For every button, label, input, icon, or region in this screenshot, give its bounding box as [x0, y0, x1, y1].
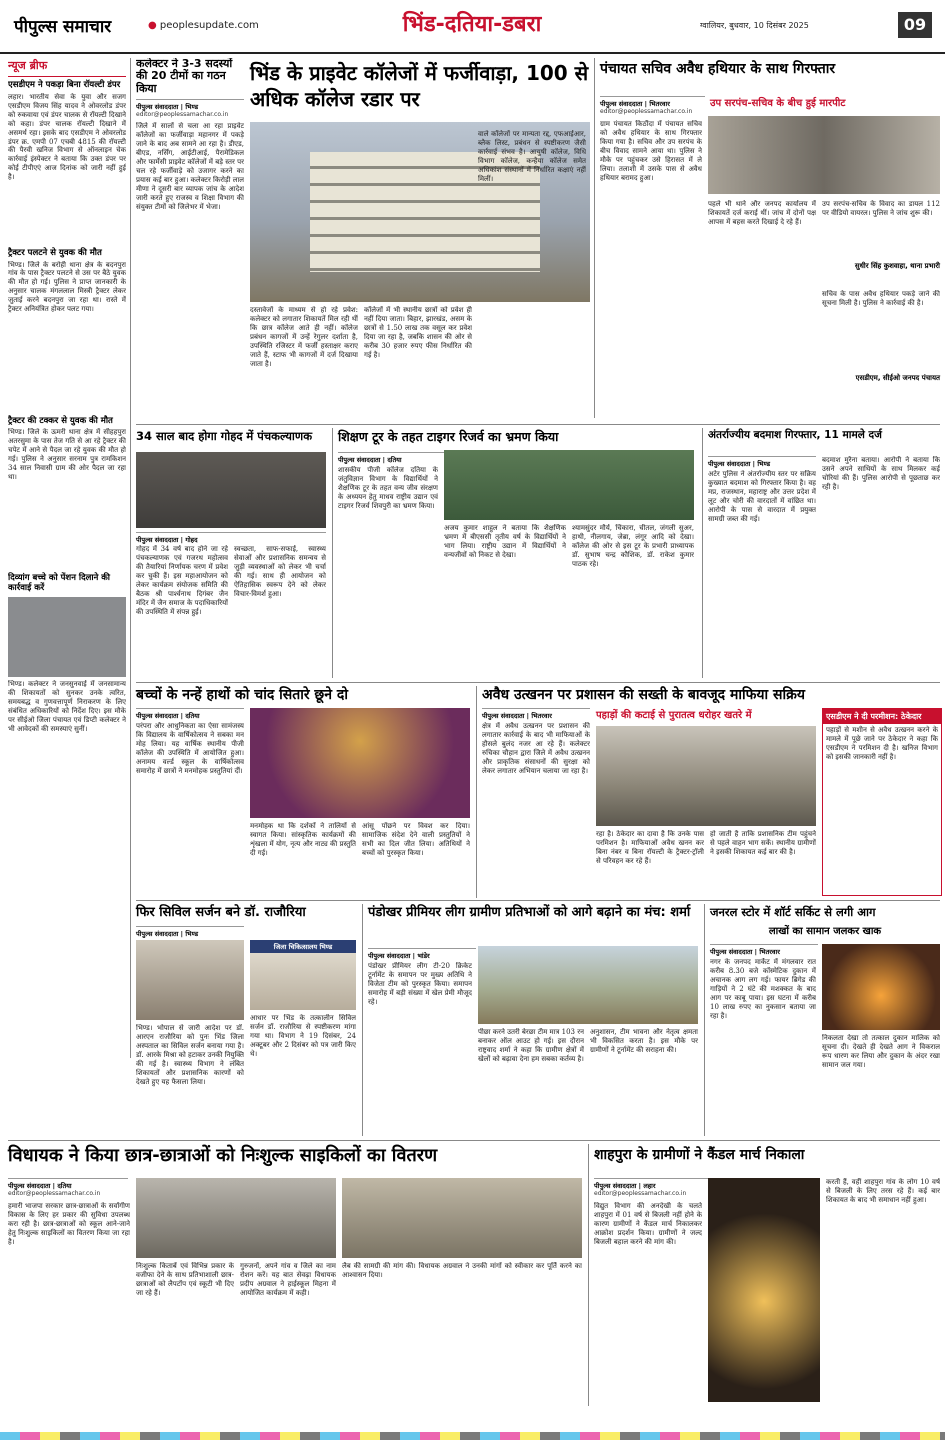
mining-sidebox: [822, 708, 942, 896]
cs-text2: आधार पर भिंड के तत्कालीन सिविल सर्जन डॉ. राजौरिया से स्पष्टीकरण मांगा गया था। विभाग ने 19 दिसंबर, 24 अक्टूबर और 2 दिसंबर को पत्र जारी किए थे।: [250, 1014, 356, 1058]
children-text: परंपरा और आधुनिकता का ऐसा सामंजस्य कि विद्यालय के वार्षिकोत्सव ने सबका मन मोह लिया। यह वार्षिक स्थानीय पीजी कॉलेज की उपस्थिति में आयोजित हुआ। अनामय वर्ल्ड स्कूल के वार्षिकोत्सव समारोह में छात्रों ने मनमोहक प्रस्तुतियां दीं।: [136, 722, 244, 775]
interstate-text: अटेर पुलिस ने अंतर्राज्यीय स्तर पर सक्रिय कुख्यात बदमाश को गिरफ्तार किया है। वह मप्र, राजस्थान, महाराष्ट्र और उत्तर प्रदेश में लूट और चोरी की वारदातों में वांछित था। आरोपी के पास से वारदात में प्रयुक्त सामग्री जब्त की गई।: [708, 470, 816, 523]
brand-logo: पीपुल्स समाचार: [14, 17, 112, 37]
page-number: 09: [898, 12, 932, 38]
brief-title-1: एसडीएम ने पकड़ा बिना रॉयल्टी डंपर: [8, 80, 121, 90]
panchayat-quote-name2: एसडीएम, सीईओ जनपद पंचायत: [855, 374, 940, 382]
mla-photo-students: [342, 1178, 582, 1258]
rule-mid: [594, 58, 595, 418]
gohad-text2-col: स्वच्छता, साफ-सफाई, स्वास्थ्य सेवाओं और प्रशासनिक समन्वय से जुड़ी व्यवस्थाओं को लेकर भी चर्चा की गई। साथ ही आयोजन को ऐतिहासिक स्वरूप देने को लेकर विचार-विमर्श हुआ।: [234, 545, 326, 598]
candle-text: विद्युत विभाग की अनदेखी के चलते शाहपुरा में 01 वर्ष से बिजली नहीं होने के कारण ग्रामीणों ने कैंडल मार्च निकालकर आक्रोश प्रदर्शन किया। ग्रामीणों ने जल्द बिजली बहाल करने की मांग की।: [594, 1202, 702, 1246]
brief-text-3: भिण्ड। जिले के ऊमरी थाना क्षेत्र में सीहहपुरा अतरसुमा के पास तेज गति से आ रहे ट्रैक्टर की चपेट में आने से पैदल जा रहे युवक की मौत हो गई। पुलिस ने अनुसार सरनाम पुत्र रामकिशन 34 साल निवासी ग्राम की ओर पैदल जा रहा था।: [8, 428, 126, 482]
mla-text: हमारी भाजपा सरकार छात्र-छात्राओं के सर्वांगीण विकास के लिए हर प्रकार की सुविधा उपलब्ध करा रही है। छात्र-छात्राओं को स्कूल आने-जाने हेतु निःशुल्क साइकिलों का वितरण किया जा रहा है।: [8, 1202, 130, 1246]
tour-text: शासकीय पीजी कॉलेज दतिया के जंतुविज्ञान विभाग के विद्यार्थियों ने शैक्षणिक टूर के तहत वन्य जीव संरक्षण के अध्ययन हेतु माधव राष्ट्रीय उद्यान एवं टाइगर रिजर्व शिवपुरी का भ्रमण किया।: [338, 466, 438, 510]
interstate-byline: पीपुल्स संवाददाता | भिण्ड: [708, 456, 816, 468]
registration-strip: [0, 1432, 945, 1440]
mining-headline: अवैध उत्खनन पर प्रशासन की सख्ती के बावजूद माफिया सक्रिय: [482, 687, 805, 703]
cs-headline: फिर सिविल सर्जन बने डॉ. राजौरिया: [136, 905, 306, 920]
rule-cs: [362, 904, 363, 1136]
lead-headline: भिंड के प्राइवेट कॉलेजों में फर्जीवाड़ा, 100 से अधिक कॉलेज रडार पर: [250, 61, 589, 111]
candle-text2: करती हैं, वहीं शाहपुरा गांव के लोग 10 वर्ष से बिजली के लिए तरस रहे हैं। कई बार शिकायत के बाद भी समाधान नहीं हुआ।: [826, 1178, 940, 1204]
rule-tour: [702, 428, 703, 678]
fire-text: नगर के जनपद मार्केट में मंगलवार रात करीब 8.30 बजे कॉस्मेटिक दुकान में अचानक आग लग गई। फायर ब्रिगेड की गाड़ियों ने 2 घंटे की मशक्कत के बाद आग पर काबू पाया। इस घटना में करीब 10 लाख रुपए का नुकसान बताया जा रहा है।: [710, 958, 816, 1020]
dateline: ग्वालियर, बुधवार, 10 दिसंबर 2025: [700, 21, 809, 30]
news-brief-label: न्यूज ब्रीफ: [8, 58, 126, 77]
panchayat-caption2: सचिव के पास अवैध हथियार पकड़े जाने की सूचना मिली है। पुलिस ने कार्रवाई की है।: [822, 290, 940, 307]
edition-title: भिंड-दतिया-डबरा: [402, 12, 542, 37]
rule-gohad: [332, 428, 333, 678]
news-brief-column: [8, 58, 126, 1058]
brief-title-3: ट्रैक्टर की टक्कर से युवक की मौत: [8, 415, 113, 426]
globe-icon: ●: [148, 20, 157, 31]
children-headline: बच्चों के नन्हें हाथों को चांद सितारे छूने दो: [136, 687, 348, 703]
mining-sidebox-text: पहाड़ों से मशीन से अवैध उत्खनन करने के मामले में पूछे जाने पर ठेकेदार ने कहा कि एसडीएम ने परमिशन दी है। खनिज विभाग को इसकी जानकारी नहीं है।: [826, 726, 938, 761]
lead-text-col1: दस्तावेजों के माध्यम से हो रहे प्रवेश: कलेक्टर को लगातार शिकायतें मिल रही थीं कि छात्र कॉलेज आते ही नहीं। कॉलेज प्रबंधन कागजों में उन्हें रेगुलर दर्शाता है, उपस्थिति रजिस्टर में फर्जी हस्ताक्षर कराए जाते हैं, स्टाफ भी कागजों में दर्ज दिखाया जाता है।: [250, 306, 358, 368]
pandokhar-text: पंडोखर प्रीमियर लीग टी-20 क्रिकेट टूर्नामेंट के समापन पर मुख्य अतिथि ने विजेता टीम को पुरस्कृत किया। समापन समारोह में बड़ी संख्या में खेल प्रेमी मौजूद रहे।: [368, 962, 472, 1006]
rule-row4: [8, 1140, 940, 1141]
cs-text: भिण्ड। भोपाल से जारी आदेश पर डॉ. आरएन राजौरिया को पुनः भिंड जिला अस्पताल का सिविल सर्जन बनाया गया है। डॉ. आरके मिश्रा को हटाकर उनकी नियुक्ति की गई है। स्वास्थ्य विभाग ने लंबित शिकायतों और प्रशासनिक कारणों को देखते हुए यह फैसला लिया।: [136, 1024, 244, 1086]
mla-email: editor@peoplessamachar.co.in: [8, 1190, 101, 1197]
masthead: [0, 0, 945, 54]
cs-byline: पीपुल्स संवाददाता | भिण्ड: [136, 926, 244, 938]
tour-text2: अजय कुमार शाहुल ने बताया कि शैक्षणिक भ्रमण में बीएससी तृतीय वर्ष के विद्यार्थियों ने भाग लिया। राष्ट्रीय उद्यान में विद्यार्थियों ने वन्यजीवों को निकट से देखा।: [444, 524, 566, 559]
gohad-photo-group: [136, 452, 326, 528]
candle-photo-march: [708, 1178, 820, 1402]
fire-text2: निकलता देखा तो तत्काल दुकान मालिक को सूचना दी। देखते ही देखते आग ने विकराल रूप धारण कर लिया और दुकान के अंदर रखा सामान जल गया।: [822, 1034, 940, 1069]
pandokhar-text2: पीछा करने उतरी बेरछा टीम मात्र 103 रन बनाकर ऑल आउट हो गई। इस दौरान राष्ट्रवाद शर्मा ने कहा कि ग्रामीण क्षेत्रों में खेलों को बढ़ावा देना हम सबका कर्तव्य है।: [478, 1028, 584, 1063]
rule-pandokhar: [704, 904, 705, 1136]
mining-text2: रहा है। ठेकेदार का दावा है कि उनके पास परमिशन है। माफियाओं अवैध खनन कर बिना नंबर व बिना रॉयल्टी के ट्रैक्टर-ट्रॉली से परिवहन कर रहे हैं।: [596, 830, 704, 865]
fire-subhead: लाखों का सामान जलकर खाक: [768, 926, 882, 937]
panchayat-email: editor@peoplessamachar.co.in: [600, 108, 693, 115]
panchayat-photo: [708, 116, 940, 194]
collector-email: editor@peoplessamachar.co.in: [136, 110, 229, 118]
panchayat-quote-name: सुधीर सिंह कुशवाहा, थाना प्रभारी: [854, 262, 940, 270]
lead-text-col2: कॉलेजों में भी स्थानीय छात्रों को प्रवेश ही नहीं दिया जाता। बिहार, झारखंड, असम के छात्रों से 1.50 लाख तक वसूल कर प्रवेश दिया जा रहा है, जबकि शासन की ओर से करीब 30 हजार रुपए फीस निर्धारित की गई है।: [364, 306, 472, 359]
fire-headline: जनरल स्टोर में शॉर्ट सर्किट से लगी आग: [710, 905, 876, 919]
cs-photo-hospital: [250, 940, 356, 1010]
brief-photo-hearing: [8, 597, 126, 677]
mla-text4: लैब की सामग्री की मांग की। विधायक अग्रवाल ने उनकी मांगों को स्वीकार कर पूर्ति करने का आश्वासन दिया।: [342, 1262, 582, 1279]
website-link[interactable]: [148, 20, 259, 31]
mining-byline: पीपुल्स संवाददाता | भितरवार: [482, 708, 590, 720]
mla-headline: विधायक ने किया छात्र-छात्राओं को निःशुल्क साइकिलों का वितरण: [8, 1145, 438, 1166]
rule-mla: [588, 1144, 589, 1406]
website-text: peoplesupdate.com: [159, 20, 259, 31]
panchayat-byline: पीपुल्स संवाददाता | भितरवार: [600, 96, 705, 108]
mla-photo-cycles: [136, 1178, 336, 1258]
pandokhar-byline: पीपुल्स संवाददाता | भांडेर: [368, 948, 476, 960]
panchayat-caption: उप सरपंच-सचिव के विवाद का डायल 112 पर वीडियो वायरल। पुलिस ने जांच शुरू की।: [822, 200, 940, 217]
children-text3: आंसू पोंछने पर विवश कर दिया। सामाजिक संदेश देने वाली प्रस्तुतियों ने सभी का दिल जीत लिया। अतिथियों ने बच्चों को पुरस्कृत किया।: [362, 822, 470, 857]
rule-left: [130, 58, 131, 1058]
rule-row2: [136, 682, 940, 683]
mla-text3: गुरुजनों, अपने गांव व जिले का नाम रोशन करें। यह बात सेवढ़ा विधायक प्रदीप अग्रवाल ने हाईस्कूल मिहना में आयोजित कार्यक्रम में कही।: [240, 1262, 336, 1297]
mining-text: क्षेत्र में अवैध उत्खनन पर प्रशासन की लगातार कार्रवाई के बाद भी माफियाओं के हौसले बुलंद नजर आ रहे हैं। कलेक्टर रुचिका चौहान द्वारा जिले में अवैध उत्खनन और प्राकृतिक संसाधनों की सुरक्षा को लेकर लगातार अभियान चलाया जा रहा है।: [482, 722, 590, 775]
collector-byline: पीपुल्स संवाददाता | भिण्ड: [136, 99, 244, 111]
panchayat-headline: पंचायत सचिव अवैध हथियार के साथ गिरफ्तार: [600, 61, 836, 77]
candle-headline: शाहपुरा के ग्रामीणों ने कैंडल मार्च निकाला: [594, 1147, 805, 1163]
mining-sidebox-title: एसडीएम ने दी परमीशन: ठेकेदार: [823, 709, 941, 724]
brief-text-4: भिण्ड। कलेक्टर ने जनसुनवाई में जनसामान्य की शिकायतों को सुनकर उनके त्वरित, समयबद्ध व गुणवत्तापूर्ण निराकरण के लिए संबंधित अधिकारियों को निर्देश दिए। इस मौके पर सीईओ जिला पंचायत एवं डिप्टी कलेक्टर ने भी आवेदकों की समस्याएं सुनीं।: [8, 679, 126, 733]
brief-text-1: लहार। भारतीय सेवा के युवा और सजग एसडीएम विजय सिंह यादव ने ओवरलोड डंपर को रुकवाया एवं डंपर चालक से रॉयल्टी दिखाने को कहा। डंपर चालक रॉयल्टी दिखाने में असमर्थ रहा। इसके बाद एसडीएम ने ओवरलोड डंपर क्र. एमपी 07 एचबी 4815 की रॉयल्टी की पैरवी खनिज विभाग से ऑनलाइन चेक कार्रवाई इंस्पेक्टर ने बताया कि उक्त डंपर पर कोई टीपीएएं आज दिनांक को जारी नहीं हुई है।: [8, 92, 126, 182]
tour-headline: शिक्षण टूर के तहत टाइगर रिजर्व का भ्रमण किया: [338, 429, 559, 444]
collector-story: [136, 58, 244, 478]
fire-photo-store: [822, 944, 940, 1030]
lead-text-col3: वाले कॉलेजों पर मान्यता रद्द, एफआईआर, ब्लैक लिस्ट, प्रबंधन से स्पष्टीकरण जैसी कार्रवाई संभव है। आयुषी कॉलेज, विधि विभाग कॉलेज, कन्हैया कॉलेज समेत अधिकांश संस्थानों में निर्धारित कक्षाएं नहीं मिलीं।: [478, 130, 586, 183]
panchayat-text2: पहले भी थाने और जनपद कार्यालय में शिकायतें दर्ज कराई थीं। जांच में दोनों पक्ष आपस में बहस करते दिखाई दे रहे हैं।: [708, 200, 816, 226]
tour-photo-students: [444, 450, 694, 520]
panchayat-text: ग्राम पंचायत किठौंदा में पंचायत सचिव को अवैध हथियार के साथ गिरफ्तार किया गया है। सचिव और उप सरपंच के बीच विवाद सामने आया था। पुलिस ने मौके पर पहुंचकर उसे हिरासत में ले लिया। तलाशी में उसके पास से अवैध हथियार बरामद हुआ।: [600, 120, 702, 182]
interstate-text2: बदमाश मुरैना बताया। आरोपी ने बताया कि उसने अपने साथियों के साथ मिलकर कई चोरियां की हैं। पुलिस आरोपी से पूछताछ कर रही है।: [822, 456, 940, 491]
tour-text3: श्यामसुंदर मौर्य, चिंकारा, चीतल, जंगली सुअर, हाथी, नीलगाय, जेब्रा, लंगूर आदि को देखा। कॉलेज की ओर से इस टूर के प्रभारी प्राध्यापक डॉ. सुभाष चन्द्र कौशिक, डॉ. राकेश कुमार पाठक रहे।: [572, 524, 694, 568]
gohad-byline: पीपुल्स संवाददाता | गोहद: [136, 532, 326, 544]
brief-title-4: दिव्यांग बच्चे को पेंशन दिलाने की कार्रवाई करें: [8, 573, 110, 594]
candle-email: editor@peoplessamachar.co.in: [594, 1190, 687, 1197]
rule-children: [476, 686, 477, 898]
mla-byline: पीपुल्स संवाददाता | दतिया: [8, 1178, 128, 1190]
collector-headline: कलेक्टर ने 3-3 सदस्यों की 20 टीमों का गठन किया: [136, 58, 233, 95]
interstate-headline: अंतर्राज्यीय बदमाश गिरफ्तार, 11 मामले दर्ज: [708, 429, 882, 441]
cs-photo-portrait: [136, 940, 244, 1020]
brief-title-2: ट्रैक्टर पलटने से युवक की मौत: [8, 247, 102, 258]
tour-byline: पीपुल्स संवाददाता | दतिया: [338, 452, 458, 464]
mining-subhead: पहाड़ों की कटाई से पुरातत्व धरोहर खतरे में: [596, 710, 752, 721]
pandokhar-text3: अनुशासन, टीम भावना और नेतृत्व क्षमता भी विकसित करता है। इस मौके पर ग्रामीणों ने टूर्नामेंट की सराहना की।: [590, 1028, 698, 1054]
children-byline: पीपुल्स संवाददाता | दतिया: [136, 708, 244, 720]
brief-text-2: भिण्ड। जिले के बरोही थाना क्षेत्र के बदनपुरा गांव के पास ट्रैक्टर पलटने से उस पर बैठे युवक की मौत हो गई। पुलिस ने प्राप्त जानकारी के अनुसार चालक मंगललाल मिस्त्री ट्रैक्टर लेकर जुताई करने बदनपुरा जा रहा था। रास्ते में ट्रैक्टर अनियंत्रित होकर पलट गया।: [8, 260, 126, 314]
candle-byline: पीपुल्स संवाददाता | लहार: [594, 1178, 714, 1190]
collector-text: जिले में सालों से चला आ रहा प्राइवेट कॉलेजों का फर्जीवाड़ा महानगर में पकड़े जाने के बाद अब सामने आ रहा है। डीएड, बीएड, नर्सिंग, आईटीआई, पैरामेडिकल और फार्मेसी प्राइवेट कॉलेजों में बड़े स्तर पर चल रहे फर्जीवाड़े को उजागर करने का प्रयास कई बार हुआ। कलेक्टर किरोड़ी लाल मीणा ने दूसरी बार व्यापक जांच के आदेश जारी करते हुए राजस्व व शिक्षा विभाग की संयुक्त टीमों को जिलेभर में भेजा।: [136, 121, 244, 211]
fire-byline: पीपुल्स संवाददाता | भितरवार: [710, 944, 818, 956]
rule-row1: [136, 424, 940, 425]
children-photo-stage: [250, 708, 470, 818]
cs-hospital-sign: जिला चिकित्सालय भिण्ड: [250, 940, 356, 953]
mining-text3: हो जाती है ताकि प्रशासनिक टीम पहुंचने से पहले वाहन भाग सकें। स्थानीय ग्रामीणों ने इसकी शिकायत कई बार की है।: [710, 830, 816, 856]
panchayat-subhead: उप सरपंच-सचिव के बीच हुई मारपीट: [710, 98, 846, 109]
mining-photo-quarry: [596, 726, 816, 826]
mla-text2: निःशुल्क किताबें एवं विभिन्न प्रकार के वजीफा देने के साथ प्रतिभाशाली छात्र-छात्राओं को लैपटॉप एवं स्कूटी भी दिए जा रहे हैं।: [136, 1262, 234, 1297]
rule-row3: [136, 900, 940, 901]
pandokhar-headline: पंडोखर प्रीमियर लीग ग्रामीण प्रतिभाओं को आगे बढ़ाने का मंच: शर्मा: [368, 905, 691, 920]
pandokhar-photo-ground: [478, 946, 698, 1024]
gohad-headline: 34 साल बाद होगा गोहद में पंचकल्याणक: [136, 429, 313, 443]
gohad-text: गोहद में 34 वर्ष बाद होने जा रहे पंचकल्याणक एवं गजरथ महोत्सव की तैयारियां निर्णायक चरण में प्रवेश कर चुकी हैं। इस महाआयोजन को लेकर कार्यक्रम संयोजक समिति की बैठक श्री पार्श्वनाथ दिगंबर जैन मंदिर में जैन समाज के पदाधिकारियों की उपस्थिति में संपन्न हुई।: [136, 545, 228, 616]
children-text2: मनमोहक था कि दर्शकों ने तालियों से स्वागत किया। सांस्कृतिक कार्यक्रमों की शृंखला में योग, नृत्य और नाट्य की प्रस्तुति दी गई।: [250, 822, 356, 857]
